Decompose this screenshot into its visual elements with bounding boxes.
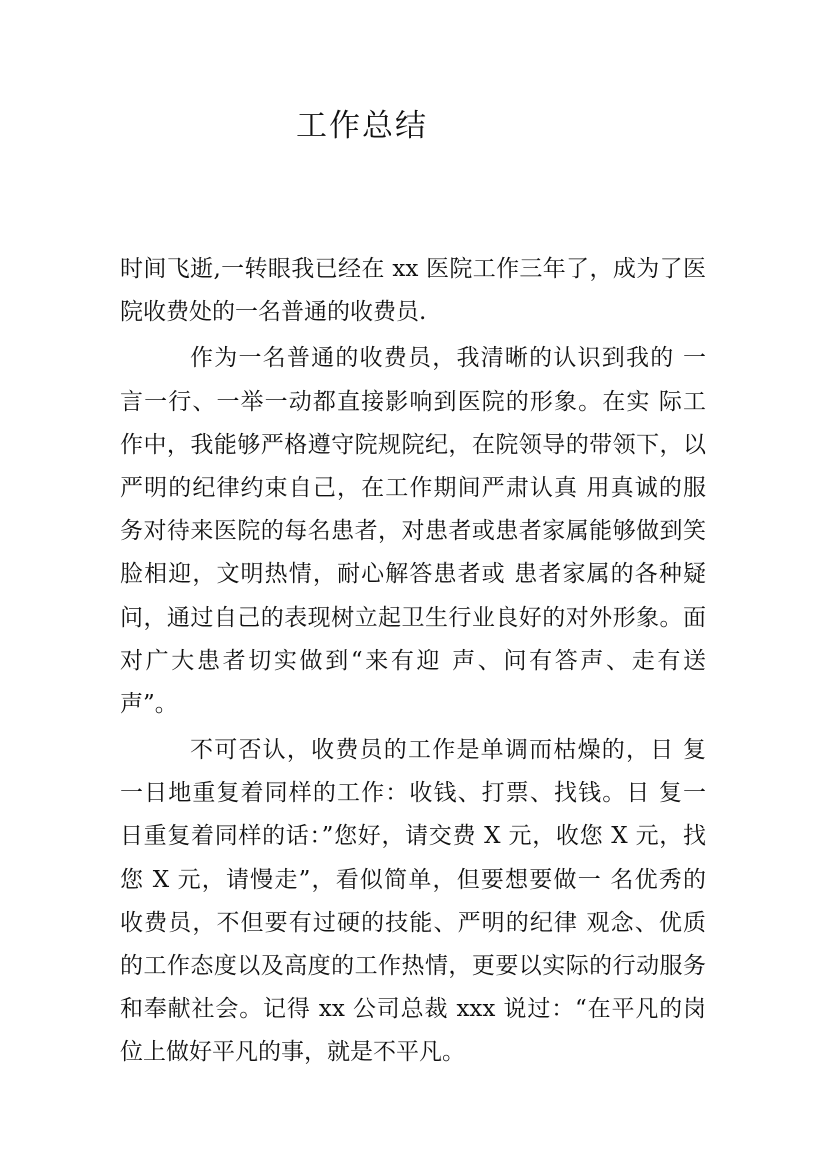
paragraph-1	[120, 248, 710, 334]
paragraph-3	[120, 729, 710, 1075]
text-line: 声”。	[120, 690, 178, 717]
text-line: 和奉献社会。记得 xx 公司总裁 xxx 说过：“在平凡的岗	[120, 996, 706, 1023]
text-line: 不可否认，收费员的工作是单调而枯燥的，日 复	[190, 737, 706, 764]
text-line: 务对待来医院的每名患者，对患者或患者家属能够做到笑	[120, 518, 706, 545]
text-line: 脸相迎，文明热情，耐心解答患者或 患者家属的各种疑	[120, 561, 706, 588]
text-line: 严明的纪律约束自己，在工作期间严肃认真 用真诚的服	[120, 474, 706, 501]
text-line: 的工作态度以及高度的工作热情，更要以实际的行动服务	[120, 953, 706, 979]
text-line: 收费员，不但要有过硬的技能、严明的纪律 观念、优质	[120, 909, 706, 936]
paragraph-2	[120, 337, 710, 726]
text-line: 言一行、一举一动都直接影响到医院的形象。在实 际工	[120, 388, 706, 415]
text-line: 时间飞逝,一转眼我已经在 xx 医院工作三年了，成为了医	[120, 256, 706, 282]
text-line: 对广大患者切实做到“来有迎 声、问有答声、走有送	[120, 647, 706, 674]
text-line: 您 X 元，请慢走”，看似简单，但要想要做一 名优秀的	[120, 866, 706, 893]
text-line: 位上做好平凡的事，就是不平凡。	[120, 1039, 465, 1066]
document-body	[120, 248, 710, 1075]
text-line: 日重复着同样的话：”您好，请交费 X 元，收您 X 元，找	[120, 823, 706, 850]
text-line: 问，通过自己的表现树立起卫生行业良好的对外形象。面	[120, 604, 706, 631]
text-line: 院收费处的一名普通的收费员.	[120, 299, 427, 326]
text-line: 作中，我能够严格遵守院规院纪，在院领导的带领下，以	[120, 431, 706, 458]
document-title: 工作总结	[296, 108, 428, 144]
text-line: 一日地重复着同样的工作：收钱、打票、找钱。日 复一	[120, 780, 706, 807]
text-line: 作为一名普通的收费员，我清晰的认识到我的 一	[190, 345, 706, 372]
